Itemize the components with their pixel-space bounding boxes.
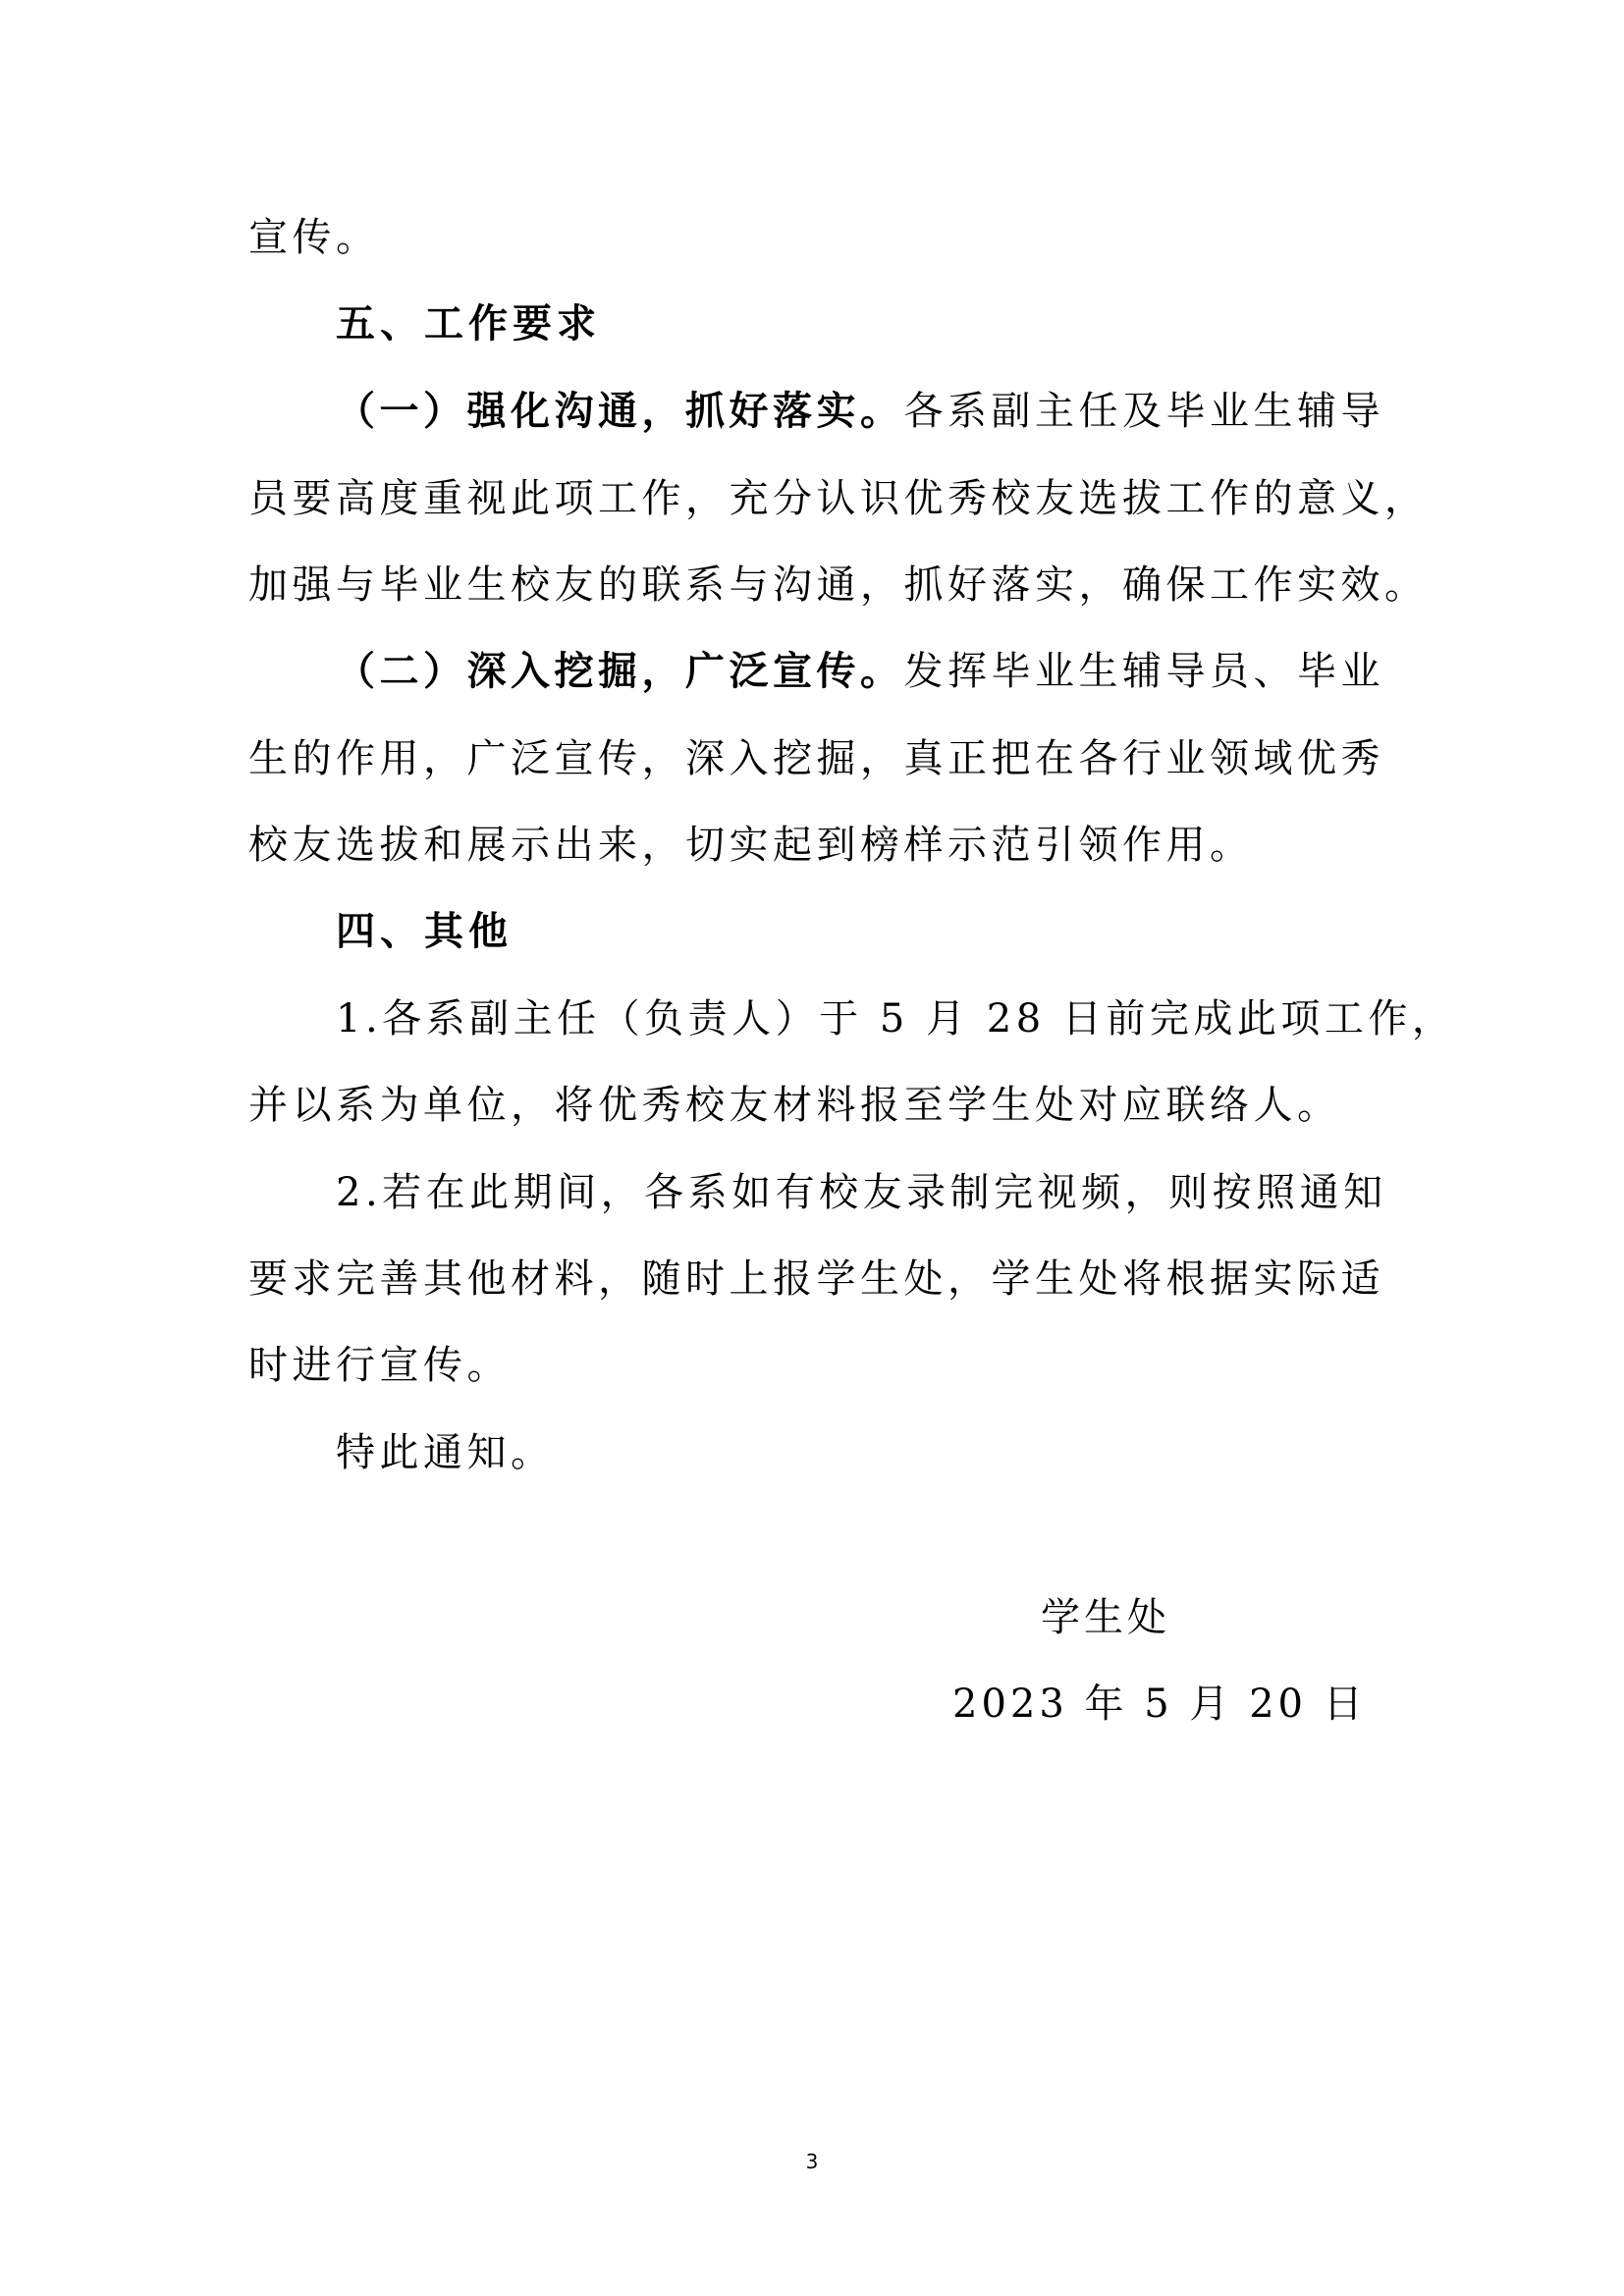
page-number: 3 [805, 2150, 819, 2173]
paragraph-1-lead: （一）强化沟通，抓好落实。 [336, 389, 904, 434]
paragraph-1-line-2: 员要高度重视此项工作，充分认识优秀校友选拔工作的意义， [248, 476, 1429, 521]
item-1-line-1: 1.各系副主任（负责人）于 5 月 28 日前完成此项工作， [336, 996, 1456, 1041]
paragraph-1-line-1 [336, 388, 1384, 435]
paragraph-2-line-3: 校友选拔和展示出来，切实起到榜样示范引领作用。 [248, 823, 1254, 868]
paragraph-2-lead: （二）深入挖掘，广泛宣传。 [336, 649, 904, 694]
paragraph-2-line-2: 生的作用，广泛宣传，深入挖掘，真正把在各行业领域优秀 [248, 736, 1384, 781]
paragraph-2-rest: 发挥毕业生辅导员、毕业 [903, 649, 1384, 694]
item-2-line-3: 时进行宣传。 [248, 1343, 511, 1388]
section-heading-other: 四、其他 [336, 909, 513, 954]
paragraph-1-line-3: 加强与毕业生校友的联系与沟通，抓好落实，确保工作实效。 [248, 562, 1429, 608]
item-2-line-2: 要求完善其他材料，随时上报学生处，学生处将根据实际适 [248, 1256, 1384, 1302]
signature-org: 学生处 [1041, 1595, 1170, 1640]
section-heading-work-requirements: 五、工作要求 [336, 301, 601, 347]
continuation-text: 宣传。 [248, 215, 380, 260]
paragraph-2-line-1 [336, 648, 1384, 695]
item-1-line-2: 并以系为单位，将优秀校友材料报至学生处对应联络人。 [248, 1083, 1341, 1128]
item-2-line-1: 2.若在此期间，各系如有校友录制完视频，则按照通知 [336, 1170, 1387, 1215]
signature-date: 2023 年 5 月 20 日 [952, 1682, 1367, 1727]
paragraph-1-rest: 各系副主任及毕业生辅导 [903, 389, 1384, 434]
closing-text: 特此通知。 [336, 1430, 555, 1475]
